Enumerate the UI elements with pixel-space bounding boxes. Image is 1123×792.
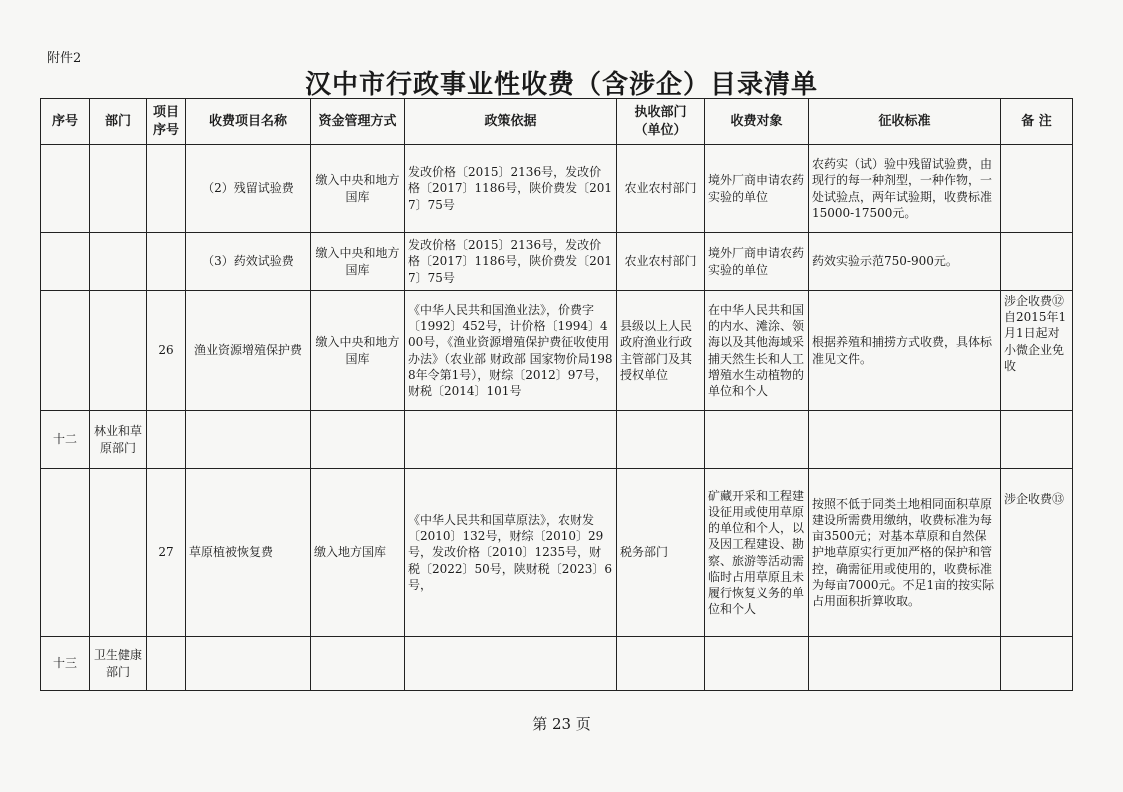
- cell-note: [1001, 233, 1073, 291]
- cell-name: 渔业资源增殖保护费: [186, 291, 311, 411]
- col-header-policy: 政策依据: [405, 99, 617, 145]
- cell-exec-dept: 农业农村部门: [617, 233, 705, 291]
- cell-note: [1001, 637, 1073, 691]
- cell-item-no: 26: [147, 291, 186, 411]
- cell-item-no: [147, 637, 186, 691]
- cell-standard: [809, 637, 1001, 691]
- cell-dept: [90, 233, 147, 291]
- cell-name: [186, 637, 311, 691]
- cell-note: [1001, 145, 1073, 233]
- cell-exec-dept: 税务部门: [617, 469, 705, 637]
- cell-seq: 十二: [41, 411, 90, 469]
- cell-exec-dept: [617, 411, 705, 469]
- cell-fund: 缴入中央和地方国库: [311, 145, 405, 233]
- cell-standard: 农药实（试）验中残留试验费，由现行的每一种剂型，一种作物，一处试验点，两年试验期，收费标准15000-17500元。: [809, 145, 1001, 233]
- cell-target: 境外厂商申请农药实验的单位: [705, 233, 809, 291]
- table-row: [41, 637, 1073, 691]
- cell-dept: [90, 145, 147, 233]
- cell-target: [705, 637, 809, 691]
- cell-note: 涉企收费⑬: [1001, 469, 1073, 637]
- cell-policy: [405, 411, 617, 469]
- cell-policy: [405, 637, 617, 691]
- cell-standard: 药效实验示范750-900元。: [809, 233, 1001, 291]
- cell-exec-dept: 农业农村部门: [617, 145, 705, 233]
- col-header-fund: 资金管理方式: [311, 99, 405, 145]
- cell-dept: 林业和草原部门: [90, 411, 147, 469]
- cell-note: 涉企收费⑫自2015年1月1日起对小微企业免收: [1001, 291, 1073, 411]
- cell-seq: [41, 469, 90, 637]
- cell-note: [1001, 411, 1073, 469]
- cell-item-no: [147, 411, 186, 469]
- cell-fund: 缴入中央和地方国库: [311, 233, 405, 291]
- table-row: [41, 469, 1073, 637]
- cell-seq: [41, 233, 90, 291]
- cell-fund: 缴入地方国库: [311, 469, 405, 637]
- cell-exec-dept: [617, 637, 705, 691]
- fee-catalog-table: [40, 98, 1073, 691]
- page-number: 第 23 页: [532, 715, 591, 733]
- table-header-row: [41, 99, 1073, 145]
- cell-item-no: [147, 145, 186, 233]
- cell-target: 境外厂商申请农药实验的单位: [705, 145, 809, 233]
- table-row: [41, 411, 1073, 469]
- cell-name: （2）残留试验费: [186, 145, 311, 233]
- page-title: 汉中市行政事业性收费（含涉企）目录清单: [304, 70, 818, 100]
- cell-policy: 发改价格〔2015〕2136号，发改价格〔2017〕1186号，陕价费发〔2017〕75号: [405, 233, 617, 291]
- cell-name: [186, 411, 311, 469]
- col-header-exec-dept: 执收部门 （单位）: [617, 99, 705, 145]
- cell-fund: [311, 637, 405, 691]
- cell-policy: 发改价格〔2015〕2136号，发改价格〔2017〕1186号，陕价费发〔2017〕75号: [405, 145, 617, 233]
- cell-exec-dept: 县级以上人民政府渔业行政主管部门及其授权单位: [617, 291, 705, 411]
- cell-fund: [311, 411, 405, 469]
- cell-target: 矿藏开采和工程建设征用或使用草原的单位和个人，以及因工程建设、勘察、旅游等活动需临时占用草原且未履行恢复义务的单位和个人: [705, 469, 809, 637]
- cell-policy: 《中华人民共和国渔业法》，价费字〔1992〕452号，计价格〔1994〕400号，《渔业资源增殖保护费征收使用办法》（农业部 财政部 国家物价局1988年令第1号），财综〔2012〕97号，财税〔2014〕101号: [405, 291, 617, 411]
- attachment-label: 附件2: [47, 51, 82, 66]
- table-row: [41, 145, 1073, 233]
- cell-standard: 根据养殖和捕捞方式收费，具体标准见文件。: [809, 291, 1001, 411]
- cell-fund: 缴入中央和地方国库: [311, 291, 405, 411]
- cell-name: 草原植被恢复费: [186, 469, 311, 637]
- col-header-note: 备 注: [1001, 99, 1073, 145]
- cell-item-no: 27: [147, 469, 186, 637]
- cell-seq: [41, 291, 90, 411]
- cell-target: [705, 411, 809, 469]
- cell-seq: 十三: [41, 637, 90, 691]
- cell-item-no: [147, 233, 186, 291]
- cell-dept: [90, 291, 147, 411]
- cell-standard: [809, 411, 1001, 469]
- col-header-standard: 征收标准: [809, 99, 1001, 145]
- col-header-target: 收费对象: [705, 99, 809, 145]
- col-header-seq: 序号: [41, 99, 90, 145]
- table-row: [41, 291, 1073, 411]
- cell-name: （3）药效试验费: [186, 233, 311, 291]
- col-header-dept: 部门: [90, 99, 147, 145]
- cell-policy: 《中华人民共和国草原法》，农财发〔2010〕132号，财综〔2010〕29号，发改价格〔2010〕1235号，财税〔2022〕50号，陕财税〔2023〕6号，: [405, 469, 617, 637]
- cell-dept: [90, 469, 147, 637]
- table-row: [41, 233, 1073, 291]
- cell-target: 在中华人民共和国的内水、滩涂、领海以及其他海域采捕天然生长和人工增殖水生动植物的单位和个人: [705, 291, 809, 411]
- col-header-item-no: 项目 序号: [147, 99, 186, 145]
- col-header-name: 收费项目名称: [186, 99, 311, 145]
- cell-standard: 按照不低于同类土地相同面积草原建设所需费用缴纳，收费标准为每亩3500元；对基本草原和自然保护地草原实行更加严格的保护和管控，确需征用或使用的，收费标准为每亩7000元。不足1亩的按实际占用面积折算收取。: [809, 469, 1001, 637]
- cell-seq: [41, 145, 90, 233]
- cell-dept: 卫生健康部门: [90, 637, 147, 691]
